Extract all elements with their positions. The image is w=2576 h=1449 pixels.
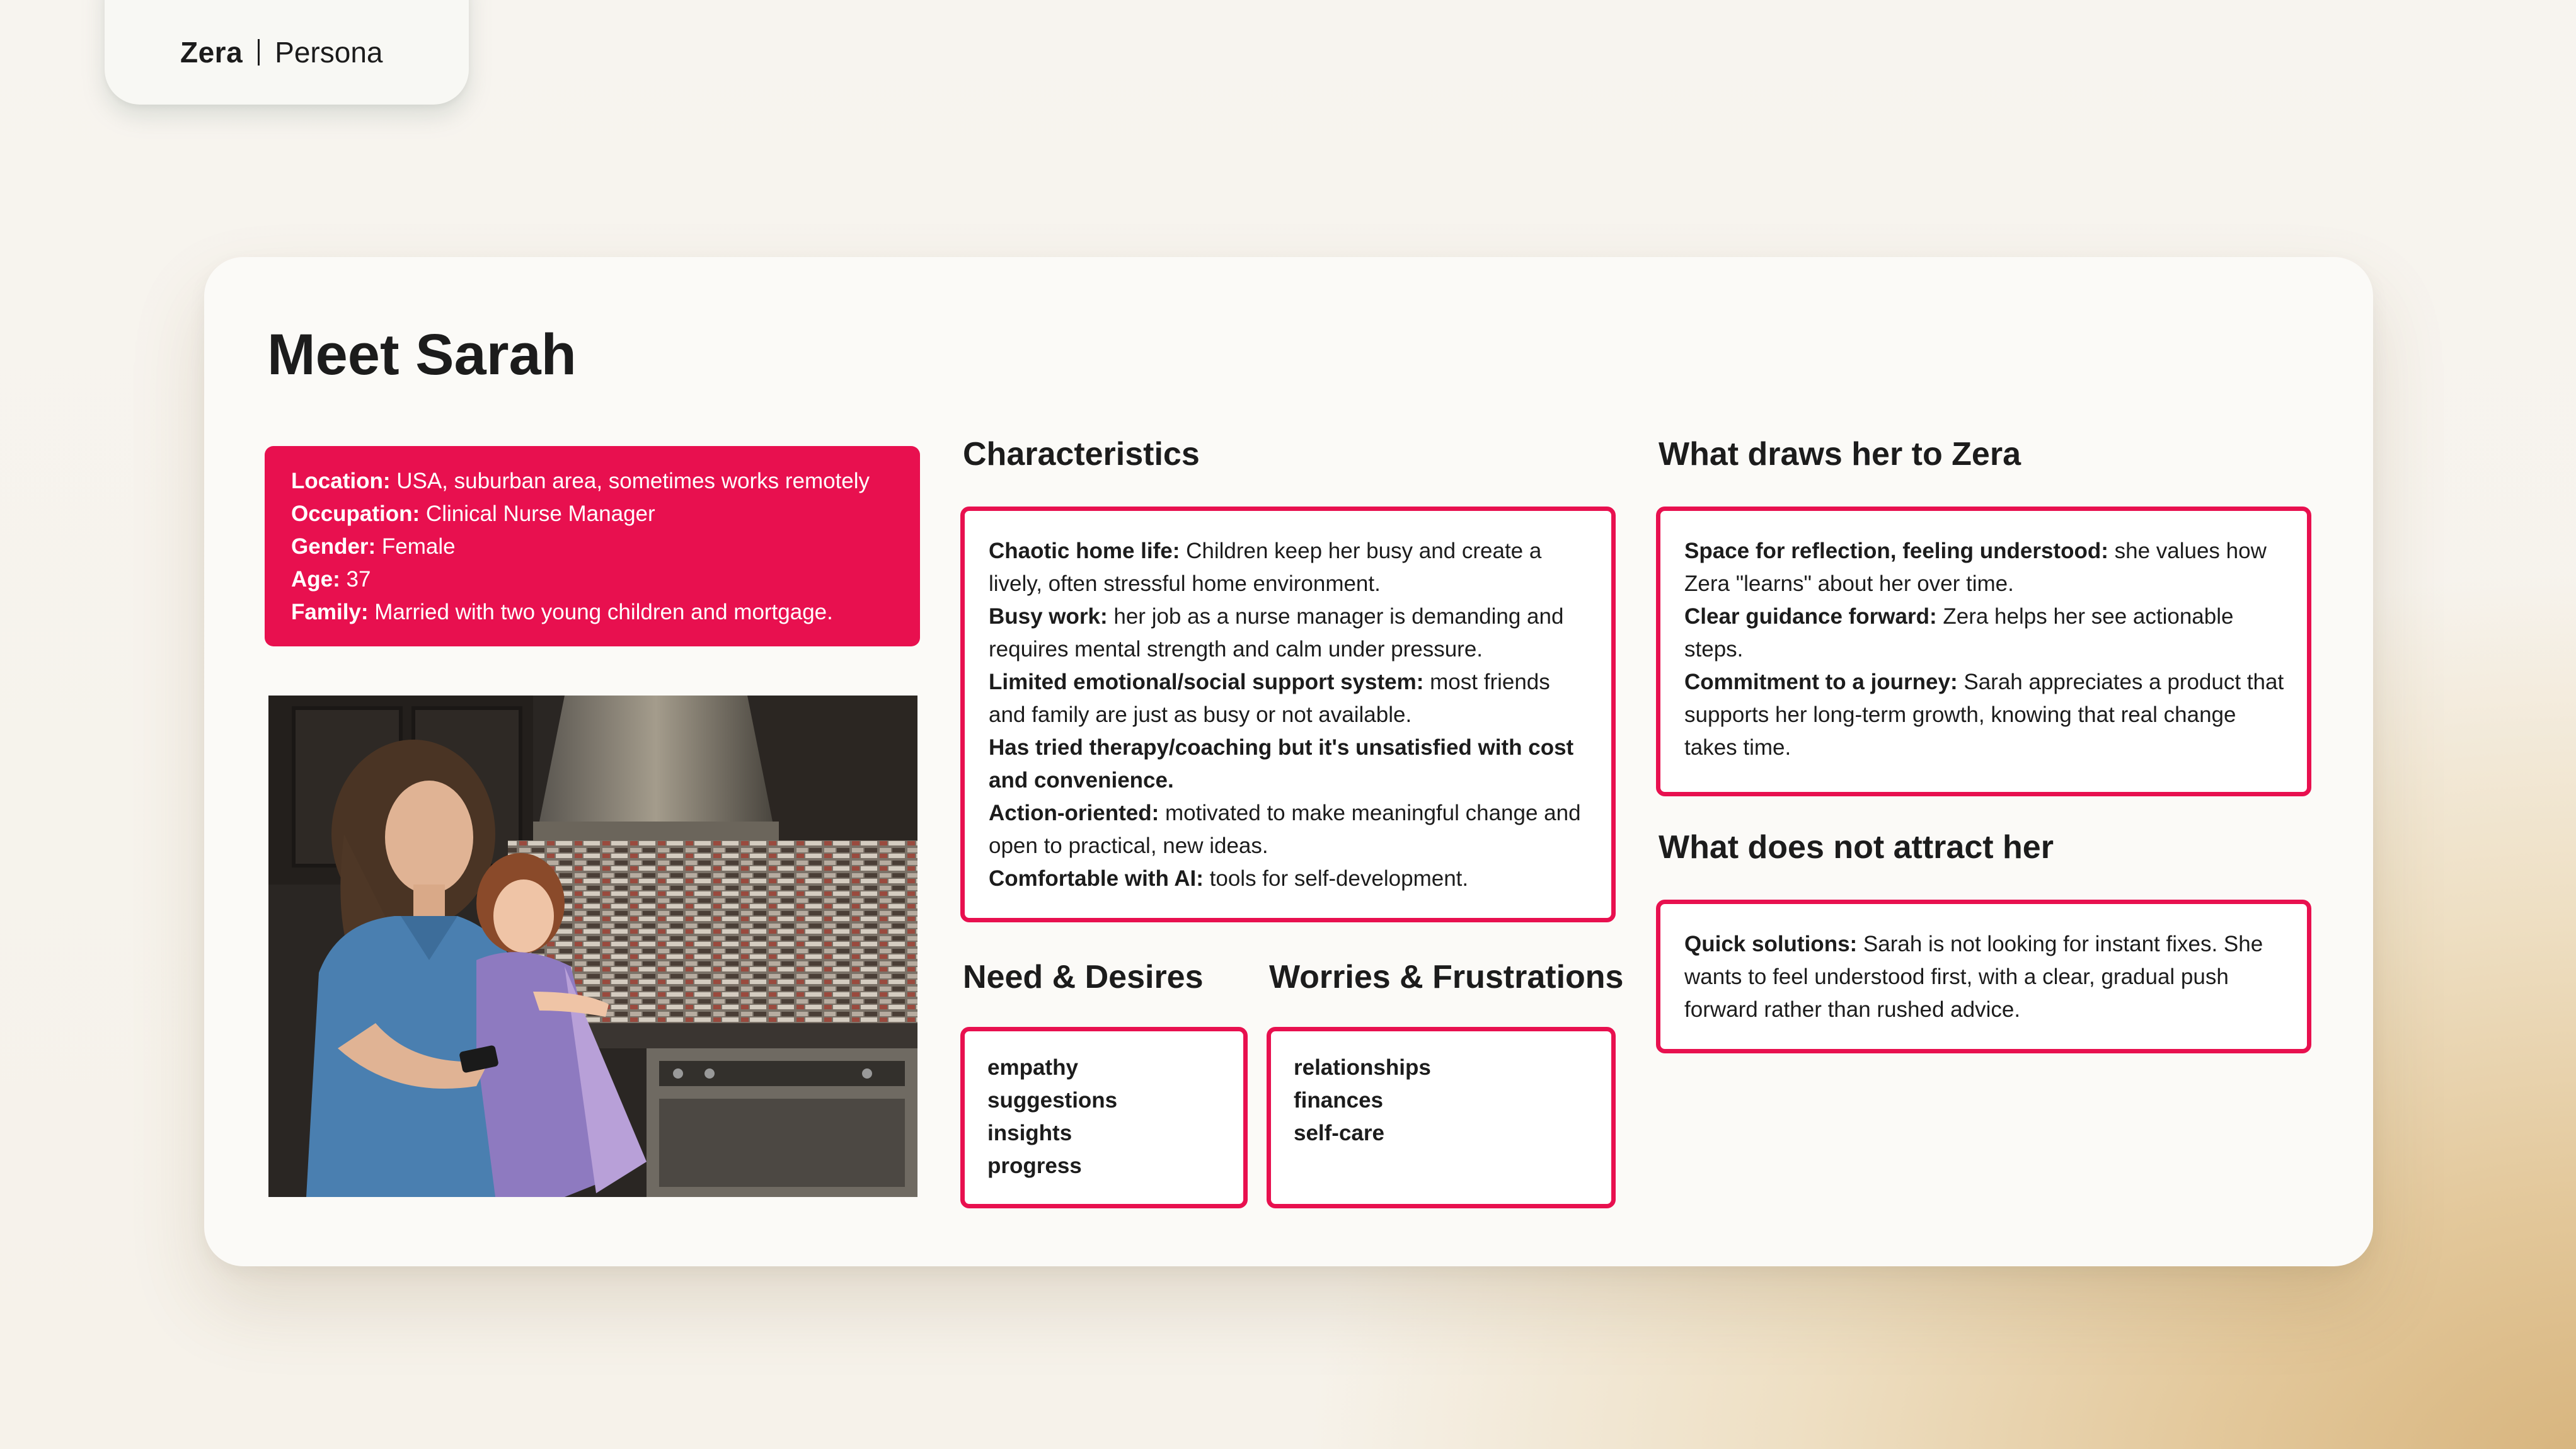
brand-logo: Zera: [180, 36, 243, 69]
worries-item: finances: [1294, 1088, 1383, 1113]
characteristic-item: Busy work: her job as a nurse manager is demanding and requires mental strength and calm under pressure.: [989, 604, 1564, 662]
brand-section-label: Persona: [275, 36, 383, 69]
draws-item: Commitment to a journey: Sarah appreciates a product that supports her long-term growth, knowing that real change takes time.: [1684, 670, 2284, 760]
persona-info-box: [265, 446, 920, 646]
draws-item: Space for reflection, feeling understood: she values how Zera "learns" about her over time.: [1684, 539, 2267, 596]
persona-photo-illustration: [268, 696, 917, 1197]
not-attract-item: Quick solutions: Sarah is not looking for instant fixes. She wants to feel understood first, with a clear, gradual push forward rather than rushed advice.: [1684, 932, 2263, 1022]
brand-divider: [258, 39, 260, 66]
brand-tab: [105, 0, 469, 105]
characteristic-item: Action-oriented: motivated to make meaningful change and open to practical, new ideas.: [989, 801, 1581, 858]
draws-box: [1656, 507, 2311, 796]
worries-box: [1267, 1027, 1616, 1208]
draws-heading: What draws her to Zera: [1659, 436, 2021, 472]
worries-heading: Worries & Frustrations: [1269, 959, 1624, 995]
needs-item: insights: [987, 1121, 1072, 1145]
not-attract-box: [1656, 900, 2311, 1053]
needs-box: [960, 1027, 1248, 1208]
characteristic-item: Chaotic home life: Children keep her busy and create a lively, often stressful home environment.: [989, 539, 1542, 596]
info-occupation: Occupation: Clinical Nurse Manager: [291, 501, 655, 526]
needs-heading: Need & Desires: [963, 959, 1204, 995]
needs-item: progress: [987, 1154, 1082, 1178]
characteristic-item: Comfortable with AI: tools for self-development.: [989, 866, 1469, 891]
info-gender: Gender: Female: [291, 534, 456, 559]
worries-item: self-care: [1294, 1121, 1384, 1145]
characteristic-item: Limited emotional/social support system: most friends and family are just as busy or not available.: [989, 670, 1550, 727]
page-title: Meet Sarah: [267, 323, 577, 387]
worries-item: relationships: [1294, 1055, 1431, 1080]
needs-item: empathy: [987, 1055, 1078, 1080]
needs-item: suggestions: [987, 1088, 1118, 1113]
characteristics-box: [960, 507, 1616, 922]
persona-card: [204, 257, 2373, 1266]
not-attract-heading: What does not attract her: [1659, 829, 2054, 866]
characteristics-heading: Characteristics: [963, 436, 1200, 472]
info-family: Family: Married with two young children and mortgage.: [291, 600, 833, 624]
info-location: Location: USA, suburban area, sometimes works remotely: [291, 469, 870, 493]
info-age: Age: 37: [291, 567, 371, 592]
persona-photo: [268, 696, 917, 1197]
draws-item: Clear guidance forward: Zera helps her see actionable steps.: [1684, 604, 2234, 662]
characteristic-item: Has tried therapy/coaching but it's unsatisfied with cost and convenience.: [989, 735, 1574, 793]
